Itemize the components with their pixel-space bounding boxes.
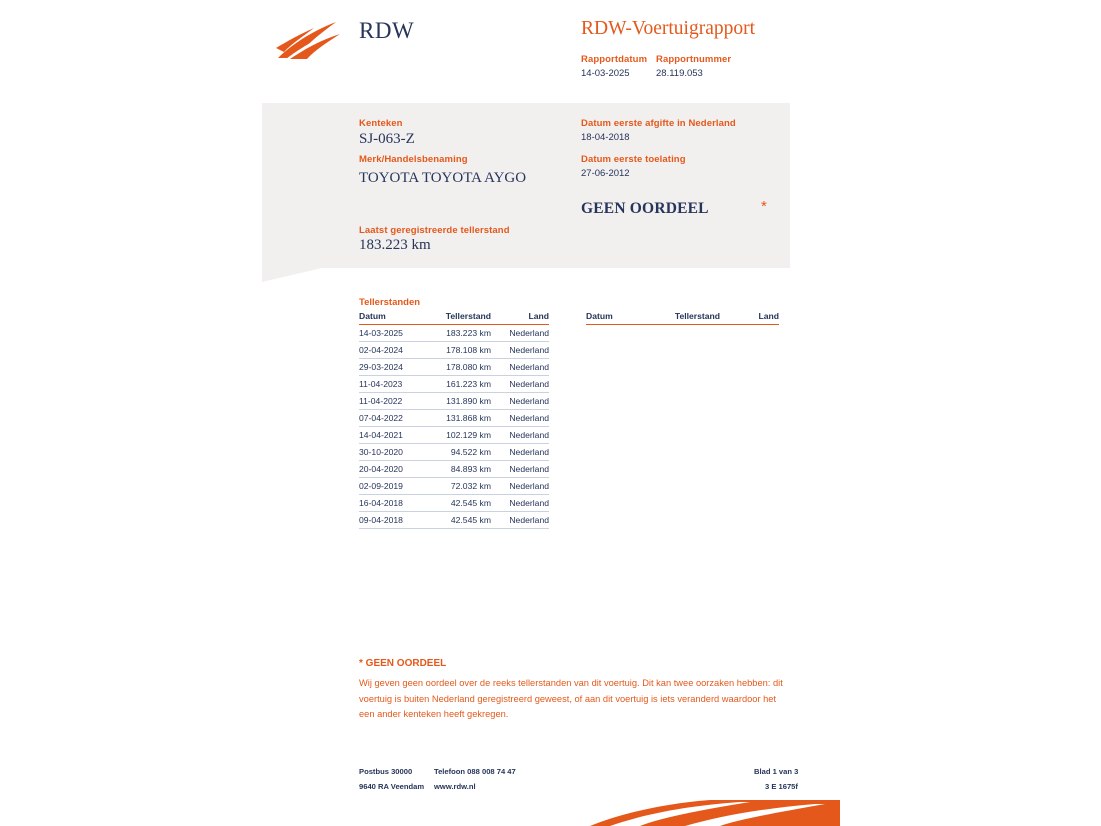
report-number-value: 28.119.053 bbox=[656, 68, 703, 79]
footer-website[interactable]: www.rdw.nl bbox=[434, 782, 476, 791]
table-row bbox=[359, 359, 549, 376]
table-header-row bbox=[586, 311, 779, 325]
cell-datum: 07-04-2022 bbox=[359, 410, 421, 427]
report-date-label: Rapportdatum bbox=[581, 54, 648, 65]
table-row bbox=[359, 495, 549, 512]
cell-datum: 02-04-2024 bbox=[359, 342, 421, 359]
cell-land: Nederland bbox=[491, 461, 549, 478]
laatste-tellerstand-value: 183.223 km bbox=[359, 237, 431, 253]
cell-tellerstand: 131.868 km bbox=[421, 410, 491, 427]
kenteken-label: Kenteken bbox=[359, 118, 403, 129]
cell-tellerstand: 94.522 km bbox=[421, 444, 491, 461]
footer-page-number: Blad 1 van 3 bbox=[754, 767, 799, 776]
table-row bbox=[359, 325, 549, 342]
cell-datum: 20-04-2020 bbox=[359, 461, 421, 478]
table-row bbox=[359, 376, 549, 393]
report-title: RDW-Voertuigrapport bbox=[581, 18, 756, 39]
eerste-afgifte-value: 18-04-2018 bbox=[581, 132, 630, 143]
cell-land: Nederland bbox=[491, 376, 549, 393]
merk-label: Merk/Handelsbenaming bbox=[359, 154, 468, 165]
cell-land: Nederland bbox=[491, 495, 549, 512]
cell-tellerstand: 72.032 km bbox=[421, 478, 491, 495]
table-header-row bbox=[359, 311, 549, 325]
cell-land: Nederland bbox=[491, 512, 549, 529]
footer-code: 3 E 1675f bbox=[765, 782, 798, 791]
rdw-swoosh-logo bbox=[276, 18, 348, 62]
footnote-title: * GEEN OORDEEL bbox=[359, 658, 447, 669]
odometer-table-left bbox=[359, 311, 549, 529]
kenteken-value: SJ-063-Z bbox=[359, 131, 415, 147]
column-header-land: Land bbox=[720, 311, 779, 325]
column-header-datum: Datum bbox=[359, 311, 421, 325]
cell-land: Nederland bbox=[491, 393, 549, 410]
footer-phone: Telefoon 088 008 74 47 bbox=[434, 767, 516, 776]
eerste-toelating-label: Datum eerste toelating bbox=[581, 154, 686, 165]
footer-address-line2: 9640 RA Veendam bbox=[359, 782, 425, 791]
cell-tellerstand: 102.129 km bbox=[421, 427, 491, 444]
cell-land: Nederland bbox=[491, 444, 549, 461]
eerste-toelating-value: 27-06-2012 bbox=[581, 168, 630, 179]
cell-land: Nederland bbox=[491, 478, 549, 495]
cell-land: Nederland bbox=[491, 325, 549, 342]
cell-datum: 11-04-2022 bbox=[359, 393, 421, 410]
cell-tellerstand: 178.080 km bbox=[421, 359, 491, 376]
column-header-land: Land bbox=[491, 311, 549, 325]
laatste-tellerstand-label: Laatst geregistreerde tellerstand bbox=[359, 225, 510, 236]
cell-tellerstand: 84.893 km bbox=[421, 461, 491, 478]
verdict-text: GEEN OORDEEL bbox=[581, 200, 709, 217]
cell-tellerstand: 131.890 km bbox=[421, 393, 491, 410]
eerste-afgifte-label: Datum eerste afgifte in Nederland bbox=[581, 118, 736, 129]
cell-tellerstand: 42.545 km bbox=[421, 512, 491, 529]
cell-land: Nederland bbox=[491, 427, 549, 444]
summary-band-notch bbox=[262, 268, 322, 282]
table-row bbox=[359, 410, 549, 427]
table-row bbox=[359, 342, 549, 359]
cell-tellerstand: 183.223 km bbox=[421, 325, 491, 342]
odometer-table-right bbox=[586, 311, 779, 325]
cell-land: Nederland bbox=[491, 410, 549, 427]
column-header-tellerstand: Tellerstand bbox=[421, 311, 491, 325]
cell-datum: 14-03-2025 bbox=[359, 325, 421, 342]
cell-datum: 11-04-2023 bbox=[359, 376, 421, 393]
report-date-value: 14-03-2025 bbox=[581, 68, 630, 79]
footer-address-line1: Postbus 30000 bbox=[359, 767, 413, 776]
cell-datum: 16-04-2018 bbox=[359, 495, 421, 512]
cell-datum: 14-04-2021 bbox=[359, 427, 421, 444]
rdw-swoosh-footer bbox=[590, 800, 840, 826]
cell-tellerstand: 178.108 km bbox=[421, 342, 491, 359]
cell-tellerstand: 42.545 km bbox=[421, 495, 491, 512]
merk-value: TOYOTA TOYOTA AYGO bbox=[359, 170, 527, 186]
column-header-tellerstand: Tellerstand bbox=[649, 311, 720, 325]
report-number-label: Rapportnummer bbox=[656, 54, 732, 65]
odometer-table-title: Tellerstanden bbox=[359, 297, 421, 308]
cell-datum: 09-04-2018 bbox=[359, 512, 421, 529]
cell-land: Nederland bbox=[491, 359, 549, 376]
brand-title: RDW bbox=[359, 18, 415, 43]
table-row bbox=[359, 427, 549, 444]
table-row bbox=[359, 512, 549, 529]
table-row bbox=[359, 444, 549, 461]
verdict-footnote-marker: * bbox=[761, 198, 767, 215]
cell-datum: 02-09-2019 bbox=[359, 478, 421, 495]
table-row bbox=[359, 478, 549, 495]
footnote-body: Wij geven geen oordeel over de reeks tellerstanden van dit voertuig. Dit kan twee oorzaken hebben: dit voertuig is buiten Nederland geregistreerd geweest, of aan dit voertuig is iets veranderd waardoor het een ander kenteken heeft gekregen. bbox=[359, 678, 783, 719]
cell-tellerstand: 161.223 km bbox=[421, 376, 491, 393]
column-header-datum: Datum bbox=[586, 311, 649, 325]
table-row bbox=[359, 461, 549, 478]
cell-datum: 30-10-2020 bbox=[359, 444, 421, 461]
table-row bbox=[359, 393, 549, 410]
cell-datum: 29-03-2024 bbox=[359, 359, 421, 376]
cell-land: Nederland bbox=[491, 342, 549, 359]
